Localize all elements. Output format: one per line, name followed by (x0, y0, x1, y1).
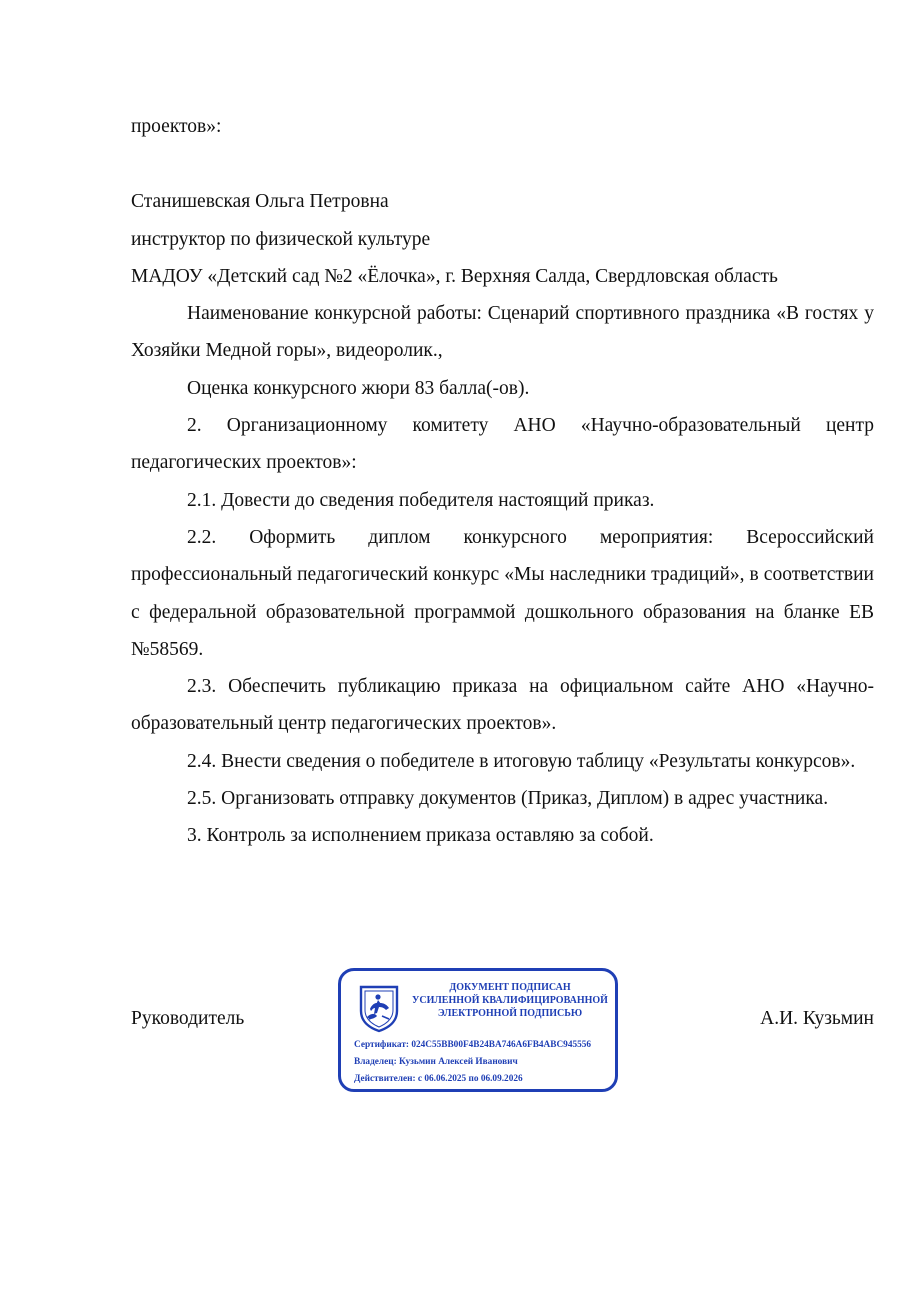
participant-position: инструктор по физической культуре (131, 228, 431, 250)
stamp-owner: Владелец: Кузьмин Алексей Иванович (354, 1057, 518, 1067)
item-2-2-paragraph: 2.2. Оформить диплом конкурсного мероприятия: Всероссийский профессиональный педагогический конкурс «Мы наследники традиций», в соответствии с федеральной образовательной программой дошкольного образования на бланке ЕВ №58569. (131, 526, 874, 660)
text-line-top: проектов»: (131, 116, 222, 137)
stamp-validity: Действителен: с 06.06.2025 по 06.09.2026 (354, 1074, 523, 1084)
stamp-certificate: Сертификат: 024C55BB00F4B24BA746A6FB4ABC945556 (354, 1040, 592, 1050)
item-2-paragraph: 2. Организационному комитету АНО «Научно-образовательный центр педагогических проектов»: (131, 415, 874, 474)
stamp-header-line: ЭЛЕКТРОННОЙ ПОДПИСЬЮ (437, 1008, 583, 1019)
participant-name: Станишевская Ольга Петровна (131, 191, 389, 213)
jury-score: Оценка конкурсного жюри 83 балла(-ов). (187, 377, 530, 399)
item-2-3-paragraph: 2.3. Обеспечить публикацию приказа на официальном сайте АНО «Научно-образовательный центр педагогических проектов». (131, 676, 874, 735)
stamp-header (405, 981, 615, 1020)
participant-organization: МАДОУ «Детский сад №2 «Ёлочка», г. Верхняя Салда, Свердловская область (131, 265, 778, 287)
stamp-header-line: УСИЛЕННОЙ КВАЛИФИЦИРОВАННОЙ (412, 995, 608, 1006)
electronic-signature-stamp (338, 968, 618, 1092)
item-2-1-paragraph: 2.1. Довести до сведения победителя настоящий приказ. (187, 489, 655, 511)
signatory-name: А.И. Кузьмин (760, 1008, 874, 1029)
signatory-role: Руководитель (131, 1008, 245, 1029)
stamp-details (354, 1037, 616, 1088)
item-2-4-paragraph: 2.4. Внести сведения о победителе в итоговую таблицу «Результаты конкурсов». (187, 750, 856, 772)
work-title-paragraph: Наименование конкурсной работы: Сценарий спортивного праздника «В гостях у Хозяйки Медной горы», видеоролик., (131, 303, 874, 362)
document-body (131, 108, 874, 855)
stamp-header-line: ДОКУМЕНТ ПОДПИСАН (449, 982, 571, 993)
coat-of-arms-icon (357, 983, 401, 1033)
spacer (131, 145, 874, 183)
item-2-5-paragraph: 2.5. Организовать отправку документов (Приказ, Диплом) в адрес участника. (187, 788, 829, 810)
item-3-paragraph: 3. Контроль за исполнением приказа оставляю за собой. (187, 825, 654, 847)
